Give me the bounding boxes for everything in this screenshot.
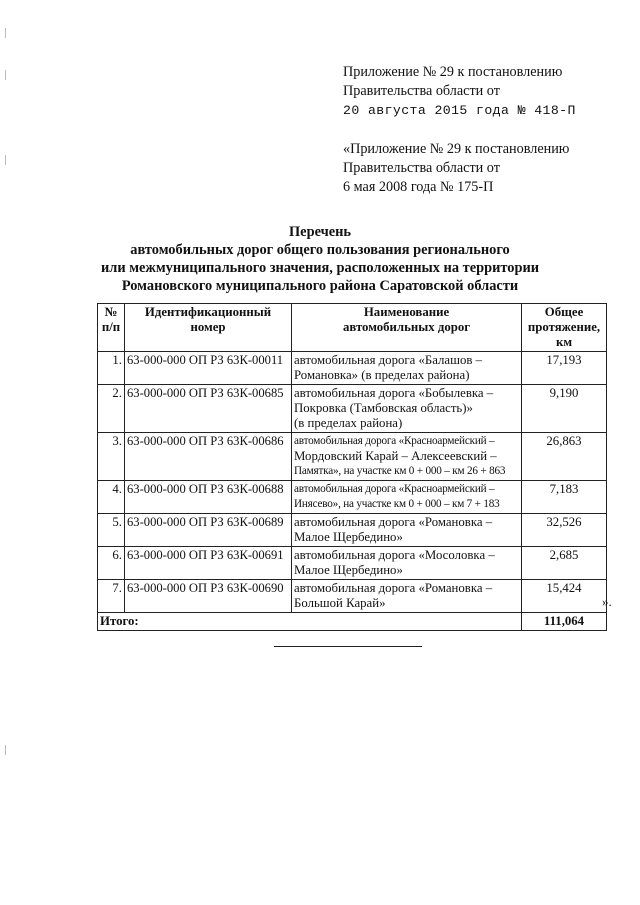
total-label: Итого: xyxy=(98,613,522,631)
table-row xyxy=(98,547,607,580)
header-ident: Идентификационный номер xyxy=(125,304,292,352)
row-name: автомобильная дорога «Красноармейский – Мордовский Карай – Алексеевский – Памятка», на участке км 0 + 000 – км 26 + 863 xyxy=(292,433,522,481)
row-num: 6. xyxy=(98,547,125,580)
scan-edge-mark xyxy=(5,28,6,38)
document-title xyxy=(90,223,550,295)
row-ident: 63-000-000 ОП РЗ 63К-00685 xyxy=(125,385,292,433)
table-header-row xyxy=(98,304,607,352)
header-line: Приложение № 29 к постановлению xyxy=(343,64,563,80)
row-num: 7. xyxy=(98,580,125,613)
row-ident: 63-000-000 ОП РЗ 63К-00691 xyxy=(125,547,292,580)
row-num: 4. xyxy=(98,481,125,514)
row-ident: 63-000-000 ОП РЗ 63К-00011 xyxy=(125,352,292,385)
header-length: Общее протяжение, км xyxy=(522,304,607,352)
row-length: 7,183 xyxy=(522,481,607,514)
row-length: 17,193 xyxy=(522,352,607,385)
header-line: «Приложение № 29 к постановлению xyxy=(343,141,570,157)
row-name: автомобильная дорога «Бобылевка – Покровка (Тамбовская область)» (в пределах района) xyxy=(292,385,522,433)
row-num: 1. xyxy=(98,352,125,385)
row-name: автомобильная дорога «Мосоловка – Малое Щербедино» xyxy=(292,547,522,580)
closing-quote: ». xyxy=(602,594,612,609)
title-line: Романовского муниципального района Саратовской области xyxy=(121,278,519,294)
header-line: Правительства области от xyxy=(343,160,500,176)
row-num: 2. xyxy=(98,385,125,433)
header-name: Наименование автомобильных дорог xyxy=(292,304,522,352)
row-length: 32,526 xyxy=(522,514,607,547)
row-length: 9,190 xyxy=(522,385,607,433)
title-line: автомобильных дорог общего пользования регионального xyxy=(130,242,510,258)
scan-edge-mark xyxy=(5,155,6,165)
roads-table xyxy=(97,303,607,631)
header-line: 6 мая 2008 года № 175-П xyxy=(343,179,494,195)
appendix-header xyxy=(343,63,633,197)
end-divider xyxy=(274,646,422,647)
row-length: 2,685 xyxy=(522,547,607,580)
header-num: № п/п xyxy=(98,304,125,352)
scan-edge-mark xyxy=(5,745,6,755)
title-line: или межмуниципального значения, расположенных на территории xyxy=(100,260,540,276)
row-name: автомобильная дорога «Романовка – Малое Щербедино» xyxy=(292,514,522,547)
row-ident: 63-000-000 ОП РЗ 63К-00690 xyxy=(125,580,292,613)
row-length: 26,863 xyxy=(522,433,607,481)
table-row xyxy=(98,580,607,613)
header-line: Правительства области от xyxy=(343,83,500,99)
row-num: 3. xyxy=(98,433,125,481)
table-row xyxy=(98,514,607,547)
row-num: 5. xyxy=(98,514,125,547)
row-name: автомобильная дорога «Балашов – Романовка» (в пределах района) xyxy=(292,352,522,385)
row-name: автомобильная дорога «Романовка – Большой Карай» xyxy=(292,580,522,613)
row-ident: 63-000-000 ОП РЗ 63К-00688 xyxy=(125,481,292,514)
row-name: автомобильная дорога «Красноармейский – Инясево», на участке км 0 + 000 – км 7 + 183 xyxy=(292,481,522,514)
row-ident: 63-000-000 ОП РЗ 63К-00686 xyxy=(125,433,292,481)
table-row xyxy=(98,385,607,433)
table-total-row xyxy=(98,613,607,631)
total-value: 111,064 xyxy=(522,613,607,631)
row-ident: 63-000-000 ОП РЗ 63К-00689 xyxy=(125,514,292,547)
scan-edge-mark xyxy=(5,70,6,80)
table-row xyxy=(98,481,607,514)
title-line: Перечень xyxy=(288,224,352,240)
row-length: 15,424 xyxy=(522,580,607,613)
header-date-line: 20 августа 2015 года № 418-П xyxy=(343,103,576,118)
table-row xyxy=(98,433,607,481)
table-row xyxy=(98,352,607,385)
